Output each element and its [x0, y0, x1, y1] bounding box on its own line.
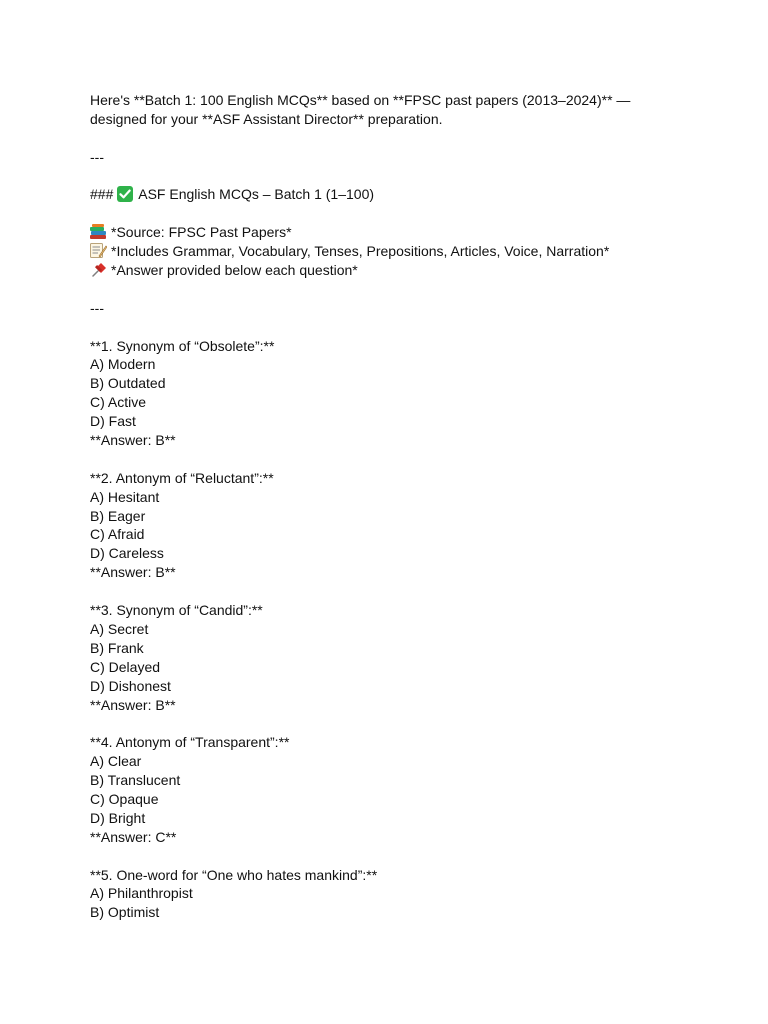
question-block [90, 601, 690, 714]
option-a: A) Philanthropist [90, 885, 193, 902]
option-c: C) Afraid [90, 526, 145, 543]
option-c: C) Delayed [90, 658, 161, 675]
heading-prefix: ### [90, 186, 114, 203]
question-text: **1. Synonym of “Obsolete”:** [90, 337, 275, 354]
option-b: B) Translucent [90, 772, 181, 789]
memo-icon [90, 243, 107, 258]
option-c: C) Opaque [90, 790, 159, 807]
note-source-text: *Source: FPSC Past Papers* [111, 224, 292, 241]
answer-line: **Answer: B** [90, 432, 176, 449]
books-icon [90, 224, 107, 239]
question-text: **4. Antonym of “Transparent”:** [90, 734, 290, 751]
question-block [90, 469, 690, 582]
question-block [90, 337, 690, 450]
note-includes [90, 242, 690, 261]
intro-line-1: Here's **Batch 1: 100 English MCQs** based on **FPSC past papers (2013–2024)** — [90, 92, 631, 108]
answer-line: **Answer: B** [90, 696, 176, 713]
question-text: **5. One-word for “One who hates mankind”:** [90, 866, 378, 883]
question-block [90, 733, 690, 846]
option-b: B) Eager [90, 507, 146, 524]
question-text: **2. Antonym of “Reluctant”:** [90, 469, 274, 486]
section-heading [90, 185, 690, 204]
separator: --- [90, 148, 104, 165]
option-d: D) Dishonest [90, 677, 171, 694]
pushpin-icon [90, 262, 107, 277]
note-answer-text: *Answer provided below each question* [111, 262, 358, 279]
option-c: C) Active [90, 394, 147, 411]
option-a: A) Secret [90, 620, 149, 637]
option-d: D) Careless [90, 545, 164, 562]
option-a: A) Modern [90, 356, 156, 373]
question-block [90, 866, 690, 923]
option-b: B) Frank [90, 639, 144, 656]
note-includes-text: *Includes Grammar, Vocabulary, Tenses, Prepositions, Articles, Voice, Narration* [111, 243, 610, 260]
option-a: A) Hesitant [90, 488, 160, 505]
note-source [90, 223, 690, 242]
separator: --- [90, 299, 104, 316]
option-b: B) Optimist [90, 904, 160, 921]
option-d: D) Fast [90, 413, 136, 430]
option-a: A) Clear [90, 753, 142, 770]
option-d: D) Bright [90, 809, 146, 826]
option-b: B) Outdated [90, 375, 166, 392]
intro-line-2: designed for your **ASF Assistant Director** preparation. [90, 110, 443, 127]
answer-line: **Answer: B** [90, 564, 176, 581]
document-page [90, 91, 690, 922]
question-text: **3. Synonym of “Candid”:** [90, 602, 263, 619]
check-mark-icon [117, 186, 134, 201]
answer-line: **Answer: C** [90, 828, 177, 845]
heading-text: ASF English MCQs – Batch 1 (1–100) [138, 186, 375, 203]
note-answer [90, 261, 690, 280]
